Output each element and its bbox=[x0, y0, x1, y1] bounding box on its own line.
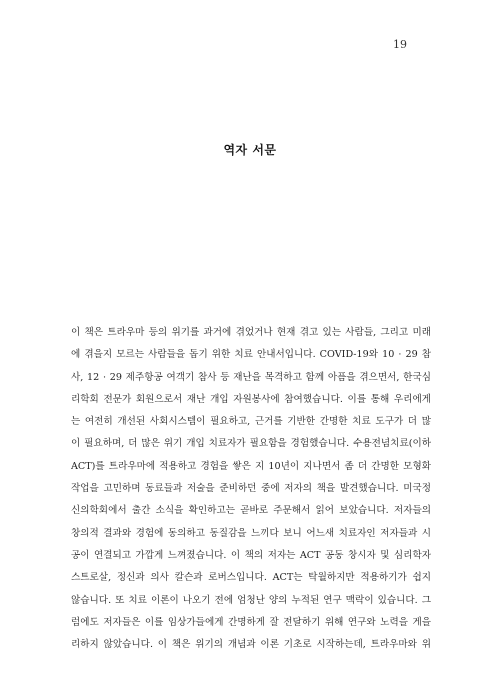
text-line: ACT)를 트라우마에 적용하고 경험을 쌓은 지 10년이 지나면서 좀 더 간명한 모형화 bbox=[71, 460, 431, 472]
page-number: 19 bbox=[393, 38, 407, 51]
text-line: 에 겪을지 모르는 사람들을 돕기 위한 치료 안내서입니다. COVID-19와 10 · 29 참 bbox=[71, 349, 431, 361]
text-line: 는 여전히 개선된 사회시스템이 필요하고, 근거를 기반한 간명한 치료 도구가 더 많 bbox=[71, 416, 431, 428]
text-line: 이 필요하며, 더 많은 위기 개입 치료자가 필요함을 경험했습니다. 수용전념치료(이하 bbox=[71, 438, 431, 450]
text-line: 이 책은 트라우마 등의 위기를 과거에 겪었거나 현재 겪고 있는 사람들, 그리고 미래 bbox=[71, 327, 431, 338]
text-line: 창의적 결과와 경험에 동의하고 동질감을 느끼다 보니 어느새 치료자인 저자들과 시 bbox=[71, 527, 431, 539]
text-line: 작업을 고민하며 동료들과 저술을 준비하던 중에 저자의 책을 발견했습니다. 미국정 bbox=[71, 483, 431, 495]
text-line: 리하지 않았습니다. 이 책은 위기의 개념과 이론 기초로 시작하는데, 트라우마와 위 bbox=[71, 639, 431, 651]
text-line: 리학회 전문가 회원으로서 재난 개입 자원봉사에 참여했습니다. 이를 통해 우리에게 bbox=[71, 393, 431, 405]
text-line: 신의학회에서 출간 소식을 확인하고는 곧바로 주문해서 읽어 보았습니다. 저자들의 bbox=[71, 505, 431, 517]
text-line: 않습니다. 또 치료 이론이 나오기 전에 엄청난 양의 누적된 연구 맥락이 있습니다. 그 bbox=[71, 594, 431, 606]
text-line: 사, 12 · 29 제주항공 여객기 참사 등 재난을 목격하고 함께 아픔을 겪으면서, 한국심 bbox=[71, 371, 431, 383]
page-title: 역자 서문 bbox=[223, 143, 277, 157]
text-line: 럼에도 저자들은 이를 임상가들에게 간명하게 잘 전달하기 위해 연구와 노력을 게을 bbox=[71, 616, 431, 628]
text-line: 공이 연결되고 가깝게 느껴졌습니다. 이 책의 저자는 ACT 공동 창시자 및 심리학자 bbox=[71, 549, 431, 561]
text-line: 스트로살, 정신과 의사 칼슨과 로버스입니다. ACT는 탁월하지만 적용하기가 쉽지 bbox=[71, 572, 431, 584]
body-paragraph bbox=[71, 322, 431, 656]
